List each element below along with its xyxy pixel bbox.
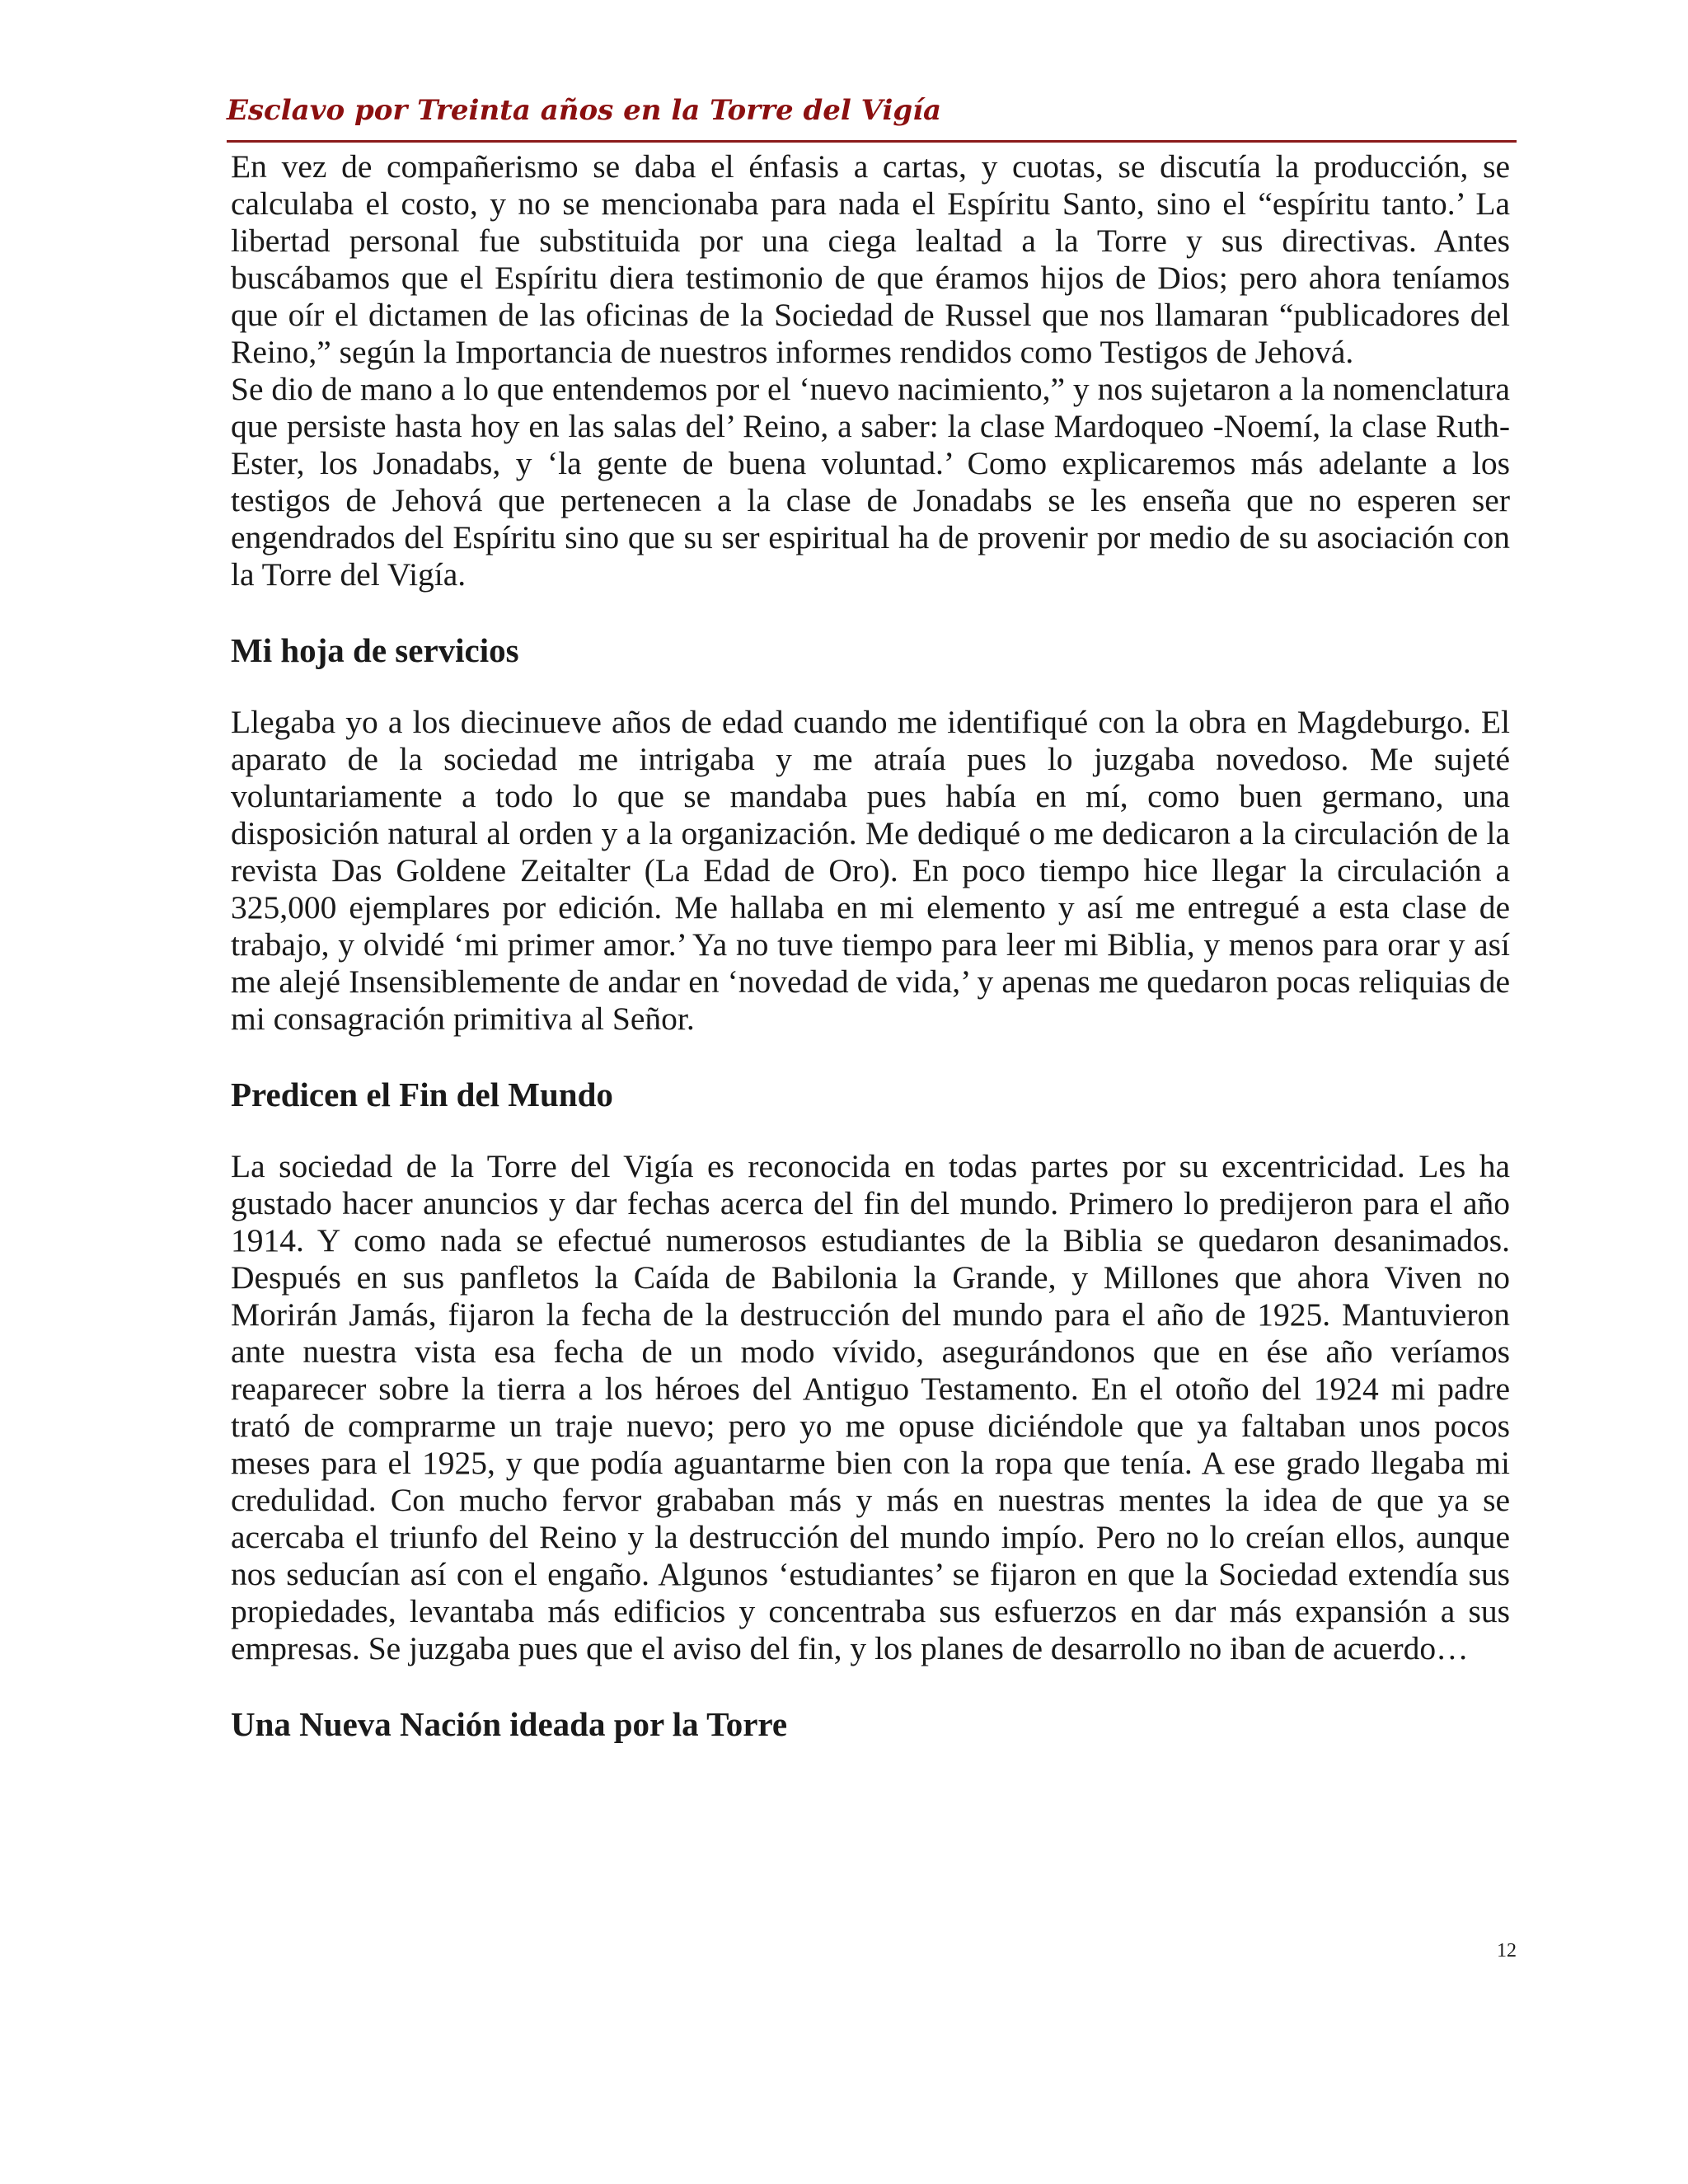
paragraph-2: Se dio de mano a lo que entendemos por el ‘nuevo nacimiento,” y nos sujetaron a la nomenclatura que persiste hasta hoy en las salas del’ Reino, a saber: la clase Mardoqueo -Noemí, la clase Ruth-Ester, los Jonadabs, y ‘la gente de buena voluntad.’ Como explicaremos más adelante a los testigos de Jehová que pertenecen a la clase de Jonadabs se les enseña que no esperen ser engendrados del Espíritu sino que su ser espiritual ha de provenir por medio de su asociación con la Torre del Vigía. (231, 371, 1510, 593)
running-header (227, 91, 1517, 143)
header-title: Esclavo por Treinta años en la Torre del Vigía (227, 94, 942, 127)
page-content (231, 148, 1510, 1745)
spacer (231, 671, 1510, 704)
spacer (231, 1667, 1510, 1704)
section-heading-1: Mi hoja de servicios (231, 631, 519, 669)
page-number: 12 (1497, 1940, 1517, 1961)
section-heading-3: Una Nueva Nación ideada por la Torre (231, 1705, 788, 1743)
paragraph-4: La sociedad de la Torre del Vigía es reconocida en todas partes por su excentricidad. Les ha gustado hacer anuncios y dar fechas acerca del fin del mundo. Primero lo predijeron para el año 1914. Y como nada se efectué numerosos estudiantes de la Biblia se quedaron desanimados. Después en sus panfletos la Caída de Babilonia la Grande, y Millones que ahora Viven no Morirán Jamás, fijaron la fecha de la destrucción del mundo para el año de 1925. Mantuvieron ante nuestra vista esa fecha de un modo vívido, asegurándonos que en ése año veríamos reaparecer sobre la tierra a los héroes del Antiguo Testamento. En el otoño del 1924 mi padre trató de comprarme un traje nuevo; pero yo me opuse diciéndole que ya faltaban unos pocos meses para el 1925, y que podía aguantarme bien con la ropa que tenía. A ese grado llegaba mi credulidad. Con mucho fervor grababan más y más en nuestras mentes la idea de que ya se acercaba el triunfo del Reino y la destrucción del mundo impío. Pero no lo creían ellos, aunque nos seducían así con el engaño. Algunos ‘estudiantes’ se fijaron en que la Sociedad extendía sus propiedades, levantaba más edificios y concentraba sus esfuerzos en dar más expansión a sus empresas. Se juzgaba pues que el aviso del fin, y los planes de desarrollo no iban de acuerdo… (231, 1148, 1510, 1666)
section-heading-2: Predicen el Fin del Mundo (231, 1076, 613, 1113)
spacer (231, 1038, 1510, 1074)
paragraph-3: Llegaba yo a los diecinueve años de edad cuando me identifiqué con la obra en Magdeburgo. El aparato de la sociedad me intrigaba y me atraía pues lo juzgaba novedoso. Me sujeté voluntariamente a todo lo que se mandaba pues había en mí, como buen germano, una disposición natural al orden y a la organización. Me dediqué o me dedicaron a la circulación de la revista Das Goldene Zeitalter (La Edad de Oro). En poco tiempo hice llegar la circulación a 325,000 ejemplares por edición. Me hallaba en mi elemento y así me entregué a esta clase de trabajo, y olvidé ‘mi primer amor.’ Ya no tuve tiempo para leer mi Biblia, y menos para orar y así me alejé Insensiblemente de andar en ‘novedad de vida,’ y apenas me quedaron pocas reliquias de mi consagración primitiva al Señor. (231, 704, 1510, 1037)
spacer (231, 593, 1510, 630)
paragraph-1: En vez de compañerismo se daba el énfasis a cartas, y cuotas, se discutía la producción, se calculaba el costo, y no se mencionaba para nada el Espíritu Santo, sino el “espíritu tanto.’ La libertad personal fue substituida por una ciega lealtad a la Torre y sus directivas. Antes buscábamos que el Espíritu diera testimonio de que éramos hijos de Dios; pero ahora teníamos que oír el dictamen de las oficinas de la Sociedad de Russel que nos llamaran “publicadores del Reino,” según la Importancia de nuestros informes rendidos como Testigos de Jehová. (231, 148, 1510, 370)
spacer (231, 1115, 1510, 1148)
